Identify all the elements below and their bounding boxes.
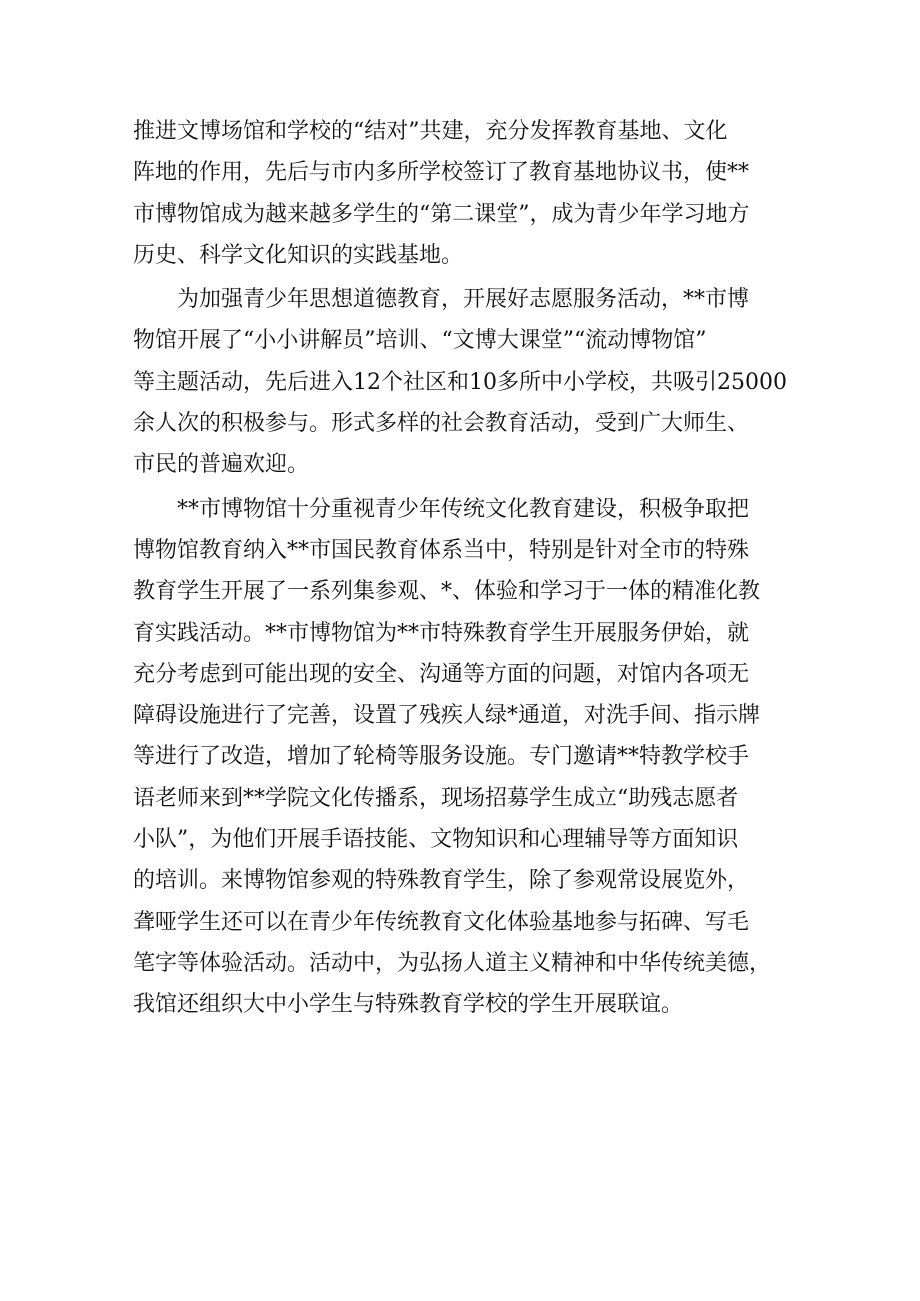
body-text bbox=[133, 111, 793, 1029]
paragraph-school-partnership bbox=[133, 111, 793, 276]
text-line: 余人次的积极参与。形式多样的社会教育活动，受到广大师生、 bbox=[133, 411, 750, 437]
text-line: 聋哑学生还可以在青少年传统教育文化体验基地参与拓碑、写毛 bbox=[133, 909, 750, 935]
text-line: 育实践活动。**市博物馆为**市特殊教育学生开展服务伊始，就 bbox=[133, 620, 750, 646]
text-line: 障碍设施进行了完善，设置了残疾人绿*通道，对洗手间、指示牌 bbox=[133, 703, 761, 729]
text-line: 语老师来到**学院文化传播系，现场招募学生成立“助残志愿者 bbox=[133, 785, 739, 811]
text-line: 的培训。来博物馆参观的特殊教育学生，除了参观常设展览外， bbox=[133, 868, 750, 894]
text-line: 笔字等体验活动。活动中，为弘扬人道主义精神和中华传统美德， bbox=[133, 950, 772, 976]
text-line: 等进行了改造，增加了轮椅等服务设施。专门邀请**特教学校手 bbox=[133, 744, 750, 770]
text-line: 我馆还组织大中小学生与特殊教育学校的学生开展联谊。 bbox=[133, 992, 684, 1018]
text-line: 推进文博场馆和学校的“结对”共建，充分发挥教育基地、文化 bbox=[133, 119, 728, 144]
text-line: 教育学生开展了一系列集参观、*、体验和学习于一体的精准化教 bbox=[133, 579, 761, 605]
text-line: 历史、科学文化知识的实践基地。 bbox=[133, 242, 464, 268]
paragraph-special-education bbox=[133, 489, 793, 1026]
text-line: 充分考虑到可能出现的安全、沟通等方面的问题，对馆内各项无 bbox=[133, 661, 750, 687]
text-line: 物馆开展了“小小讲解员”培训、“文博大课堂”“流动博物馆” bbox=[133, 328, 707, 354]
text-line: **市博物馆十分重视青少年传统文化教育建设，积极争取把 bbox=[133, 496, 750, 522]
text-line: 为加强青少年思想道德教育，开展好志愿服务活动，**市博 bbox=[133, 287, 750, 313]
paragraph-volunteer-activities bbox=[133, 279, 793, 485]
text-line: 小队”，为他们开展手语技能、文物知识和心理辅导等方面知识 bbox=[133, 827, 739, 853]
text-line: 阵地的作用，先后与市内多所学校签订了教育基地协议书，使** bbox=[133, 160, 750, 186]
text-line: 市民的普遍欢迎。 bbox=[133, 452, 310, 478]
text-line: 市博物馆成为越来越多学生的“第二课堂”，成为青少年学习地方 bbox=[133, 201, 750, 227]
text-line: 博物馆教育纳入**市国民教育体系当中，特别是针对全市的特殊 bbox=[133, 537, 750, 563]
text-line: 等主题活动，先后进入12个社区和10多所中小学校，共吸引25000 bbox=[133, 369, 787, 395]
